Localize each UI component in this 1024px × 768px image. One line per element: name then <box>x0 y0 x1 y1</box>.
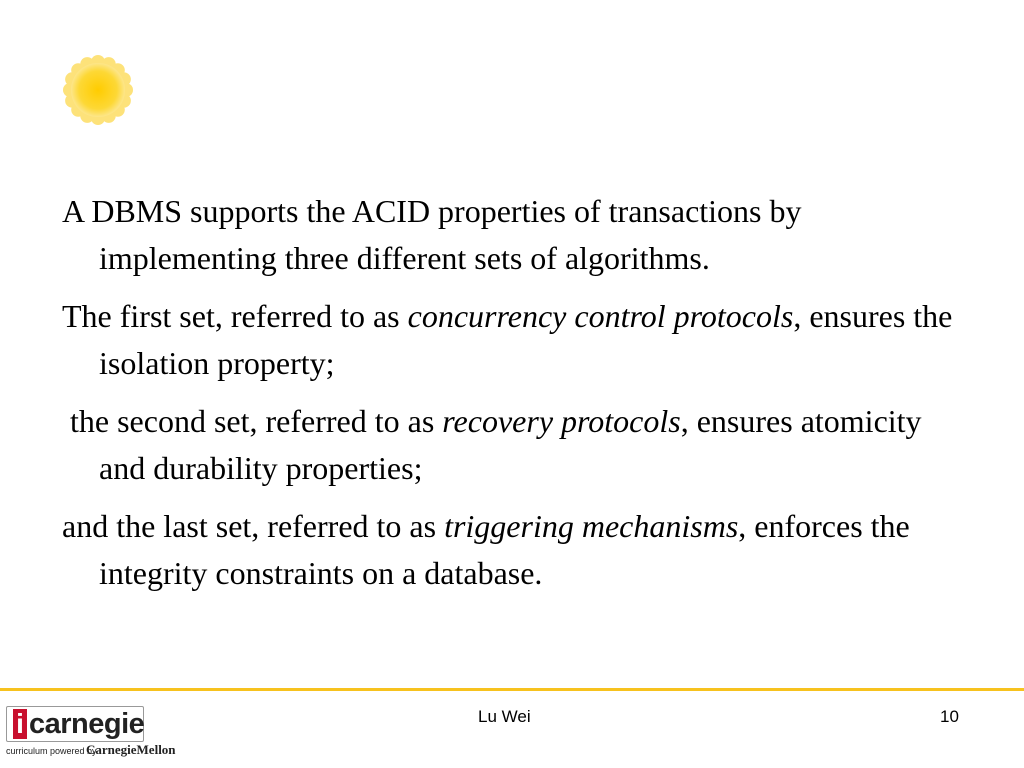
logo-institution: CarnegieMellon <box>86 742 176 757</box>
sun-icon <box>62 54 134 126</box>
footer-author: Lu Wei <box>478 707 531 726</box>
logo-tagline: curriculum powered by <box>6 746 97 756</box>
text-run: The first set, referred to as <box>62 298 408 334</box>
text-run: , ensures atomicity and durability properties; <box>99 403 922 486</box>
text-run: , ensures the isolation property; <box>99 298 953 381</box>
footer-divider <box>0 688 1024 691</box>
term-triggering-mechanisms: triggering mechanisms <box>444 508 739 544</box>
page-number: 10 <box>940 707 959 726</box>
slide-body <box>62 188 962 608</box>
text-run: the second set, referred to as <box>62 403 443 439</box>
logo-box <box>6 706 144 742</box>
text-run: A DBMS supports the ACID properties of transactions by implementing three different sets of algorithms. <box>62 193 802 276</box>
term-recovery-protocols: recovery protocols <box>442 403 681 439</box>
icarnegie-logo <box>4 704 204 762</box>
logo-wordmark: carnegie <box>29 708 145 740</box>
paragraph-acid <box>62 188 962 282</box>
paragraph-concurrency <box>62 293 962 387</box>
paragraph-triggering <box>62 503 962 597</box>
text-run: and the last set, referred to as <box>62 508 445 544</box>
text-run: , enforces the integrity constraints on a database. <box>99 508 910 591</box>
term-concurrency-control: concurrency control protocols <box>407 298 794 334</box>
logo-i-letter: i <box>13 709 27 739</box>
paragraph-recovery <box>62 398 962 492</box>
